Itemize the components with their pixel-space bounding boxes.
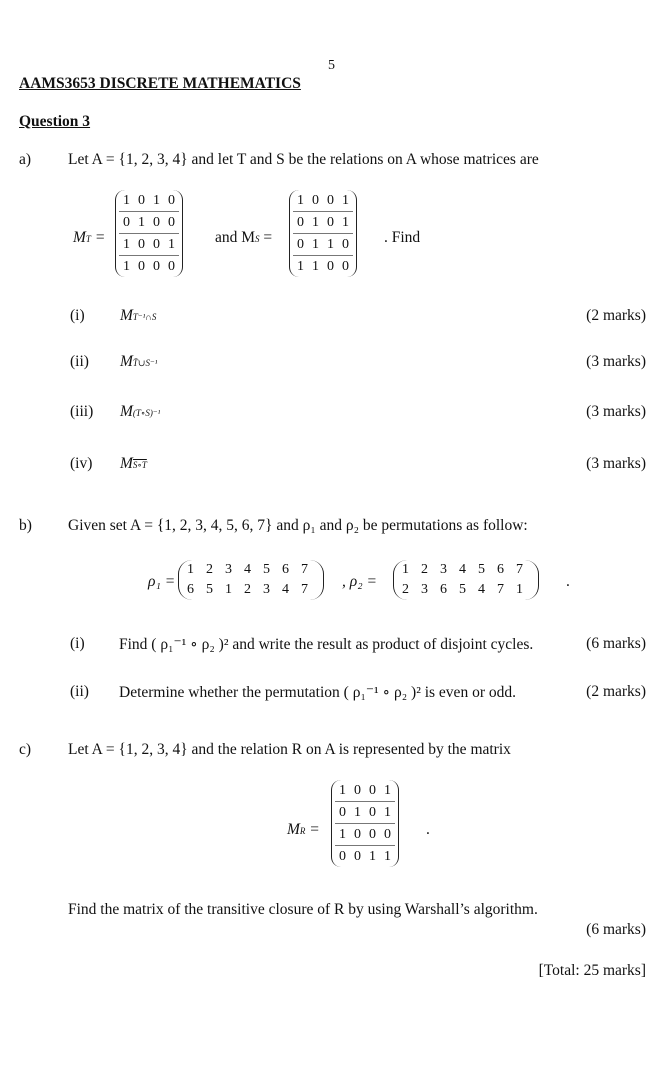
mr-cell: 0 <box>365 802 380 824</box>
and-ms-label: and MS = <box>215 229 273 246</box>
rho1-top-entry: 3 <box>225 562 238 577</box>
part-a-intro: Let A = {1, 2, 3, 4} and let T and S be the relations on A whose matrices are <box>68 151 539 168</box>
part-a-item-marks: (3 marks) <box>586 353 646 370</box>
matrix-mt <box>115 190 183 277</box>
part-a-item-expression: MT⁻¹∩S <box>120 307 157 324</box>
rho1-bottom-entry: 4 <box>282 582 295 597</box>
part-a-item-number: (ii) <box>70 353 89 370</box>
rho2-bottom-entry: 3 <box>421 582 434 597</box>
ms-row <box>293 212 353 234</box>
mt-row <box>119 190 179 212</box>
rho1-top-entry: 7 <box>301 562 314 577</box>
rho2-top-entry: 1 <box>402 562 415 577</box>
part-b-item-marks: (6 marks) <box>586 635 646 652</box>
part-b-item-marks: (2 marks) <box>586 683 646 700</box>
ms-row <box>293 234 353 256</box>
mr-cell: 0 <box>335 802 350 824</box>
part-a-label: a) <box>19 151 32 168</box>
rho1-top-entry: 1 <box>187 562 200 577</box>
part-a-item-expression: M(T∘S)⁻¹ <box>120 403 161 420</box>
mr-period: . <box>426 821 430 838</box>
ms-cell: 1 <box>293 190 308 212</box>
mr-cell: 1 <box>380 802 395 824</box>
part-b-intro: Given set A = {1, 2, 3, 4, 5, 6, 7} and ρ₁ and ρ₂ be permutations as follow: <box>68 517 528 534</box>
ms-cell: 1 <box>297 258 304 274</box>
rho2-bottom-entry: 6 <box>440 582 453 597</box>
matrix-mr <box>331 780 399 867</box>
mt-label: MT = <box>73 229 106 246</box>
find-text: . Find <box>384 229 421 246</box>
rho1-bottom-entry: 5 <box>206 582 219 597</box>
part-a-item-number: (iii) <box>70 403 94 420</box>
part-a-item-number: (i) <box>70 307 85 324</box>
ms-cell: 1 <box>312 258 319 274</box>
mt-cell: 0 <box>164 190 179 212</box>
part-a-item-marks: (3 marks) <box>586 455 646 472</box>
ms-cell: 0 <box>338 234 353 256</box>
mr-cell: 0 <box>350 824 365 846</box>
rho2-top-entry: 3 <box>440 562 453 577</box>
mr-cell: 1 <box>384 848 391 864</box>
mr-cell: 0 <box>339 848 346 864</box>
part-b-item-number: (ii) <box>70 683 89 700</box>
mt-cell: 0 <box>138 258 145 274</box>
part-b-item-text: Find ( ρ₁⁻¹ ∘ ρ₂ )² and write the result as product of disjoint cycles. <box>119 636 534 653</box>
mt-cell: 1 <box>119 234 134 256</box>
mt-cell: 0 <box>164 212 179 234</box>
mt-cell: 1 <box>123 258 130 274</box>
mr-cell: 1 <box>369 848 376 864</box>
mr-row <box>335 824 395 846</box>
mt-cell: 1 <box>164 234 179 256</box>
mr-cell: 1 <box>335 824 350 846</box>
rho1-bottom-entry: 3 <box>263 582 276 597</box>
mr-row <box>335 802 395 824</box>
part-c-task: Find the matrix of the transitive closure of R by using Warshall’s algorithm. <box>68 901 538 918</box>
mt-cell: 0 <box>149 212 164 234</box>
rho1-label: ρ₁ = <box>148 573 176 590</box>
ms-row <box>293 256 353 278</box>
part-a-item-subscript: T̄∪S⁻¹ <box>132 358 158 368</box>
rho2-period: . <box>566 573 570 590</box>
ms-cell: 0 <box>327 258 334 274</box>
mt-cell: 0 <box>149 234 164 256</box>
part-b-label: b) <box>19 517 32 534</box>
part-a-item-expression: MT̄∪S⁻¹ <box>120 353 158 370</box>
rho1-top-entry: 2 <box>206 562 219 577</box>
ms-cell: 1 <box>338 212 353 234</box>
ms-cell: 0 <box>323 190 338 212</box>
part-b-item-text: Determine whether the permutation ( ρ₁⁻¹ ∘ ρ₂ )² is even or odd. <box>119 684 516 701</box>
mt-row <box>119 256 179 278</box>
mr-cell: 1 <box>380 780 395 802</box>
rho2-top-entry: 4 <box>459 562 472 577</box>
rho1-bottom-entry: 7 <box>301 582 314 597</box>
mr-cell: 0 <box>365 824 380 846</box>
mt-row <box>119 234 179 256</box>
total-marks: [Total: 25 marks] <box>538 962 646 979</box>
rho2-bottom-entry: 2 <box>402 582 415 597</box>
matrix-ms <box>289 190 357 277</box>
part-a-item-subscript: (T∘S)⁻¹ <box>132 408 161 418</box>
rho1-top-entry: 4 <box>244 562 257 577</box>
rho1-bottom-entry: 2 <box>244 582 257 597</box>
ms-cell: 1 <box>338 190 353 212</box>
question-title: Question 3 <box>19 113 91 130</box>
permutation-rho2 <box>393 560 539 600</box>
part-c-label: c) <box>19 741 32 758</box>
part-a-item-expression: MS∘T <box>120 455 147 472</box>
part-b-item-number: (i) <box>70 635 85 652</box>
mr-cell: 0 <box>354 848 361 864</box>
part-a-item-marks: (2 marks) <box>586 307 646 324</box>
rho2-top-entry: 5 <box>478 562 491 577</box>
ms-cell: 1 <box>308 212 323 234</box>
part-a-item-subscript: S∘T <box>132 460 147 470</box>
rho2-bottom-entry: 1 <box>516 582 529 597</box>
mt-cell: 0 <box>119 212 134 234</box>
ms-cell: 1 <box>323 234 338 256</box>
rho2-bottom-entry: 7 <box>497 582 510 597</box>
mr-cell: 0 <box>380 824 395 846</box>
part-c-marks: (6 marks) <box>586 921 646 938</box>
ms-cell: 0 <box>308 190 323 212</box>
mr-cell: 0 <box>365 780 380 802</box>
mt-cell: 1 <box>149 190 164 212</box>
ms-cell: 1 <box>308 234 323 256</box>
ms-cell: 0 <box>293 234 308 256</box>
rho1-bottom-entry: 6 <box>187 582 200 597</box>
ms-cell: 0 <box>323 212 338 234</box>
part-a-item-marks: (3 marks) <box>586 403 646 420</box>
permutation-rho1 <box>178 560 324 600</box>
mr-cell: 0 <box>350 780 365 802</box>
mr-row <box>335 846 395 868</box>
part-a-item-subscript: T⁻¹∩S <box>132 312 157 322</box>
rho2-bottom-entry: 5 <box>459 582 472 597</box>
mr-label: MR = <box>287 821 320 838</box>
rho1-top-entry: 6 <box>282 562 295 577</box>
rho1-top-entry: 5 <box>263 562 276 577</box>
ms-cell: 0 <box>342 258 349 274</box>
rho2-bottom-entry: 4 <box>478 582 491 597</box>
mr-cell: 1 <box>335 780 350 802</box>
mt-cell: 0 <box>153 258 160 274</box>
ms-row <box>293 190 353 212</box>
part-a-item-number: (iv) <box>70 455 93 472</box>
rho2-label: , ρ₂ = <box>342 573 377 590</box>
rho2-top-entry: 2 <box>421 562 434 577</box>
page-number: 5 <box>328 58 335 73</box>
mt-cell: 1 <box>134 212 149 234</box>
rho2-top-entry: 7 <box>516 562 529 577</box>
mt-row <box>119 212 179 234</box>
part-c-intro: Let A = {1, 2, 3, 4} and the relation R on A is represented by the matrix <box>68 741 511 758</box>
mr-row <box>335 780 395 802</box>
mr-cell: 1 <box>350 802 365 824</box>
mt-cell: 0 <box>134 234 149 256</box>
mt-cell: 0 <box>168 258 175 274</box>
rho1-bottom-entry: 1 <box>225 582 238 597</box>
rho2-top-entry: 6 <box>497 562 510 577</box>
mt-cell: 1 <box>119 190 134 212</box>
mt-cell: 0 <box>134 190 149 212</box>
ms-cell: 0 <box>293 212 308 234</box>
course-title: AAMS3653 DISCRETE MATHEMATICS <box>19 75 301 92</box>
